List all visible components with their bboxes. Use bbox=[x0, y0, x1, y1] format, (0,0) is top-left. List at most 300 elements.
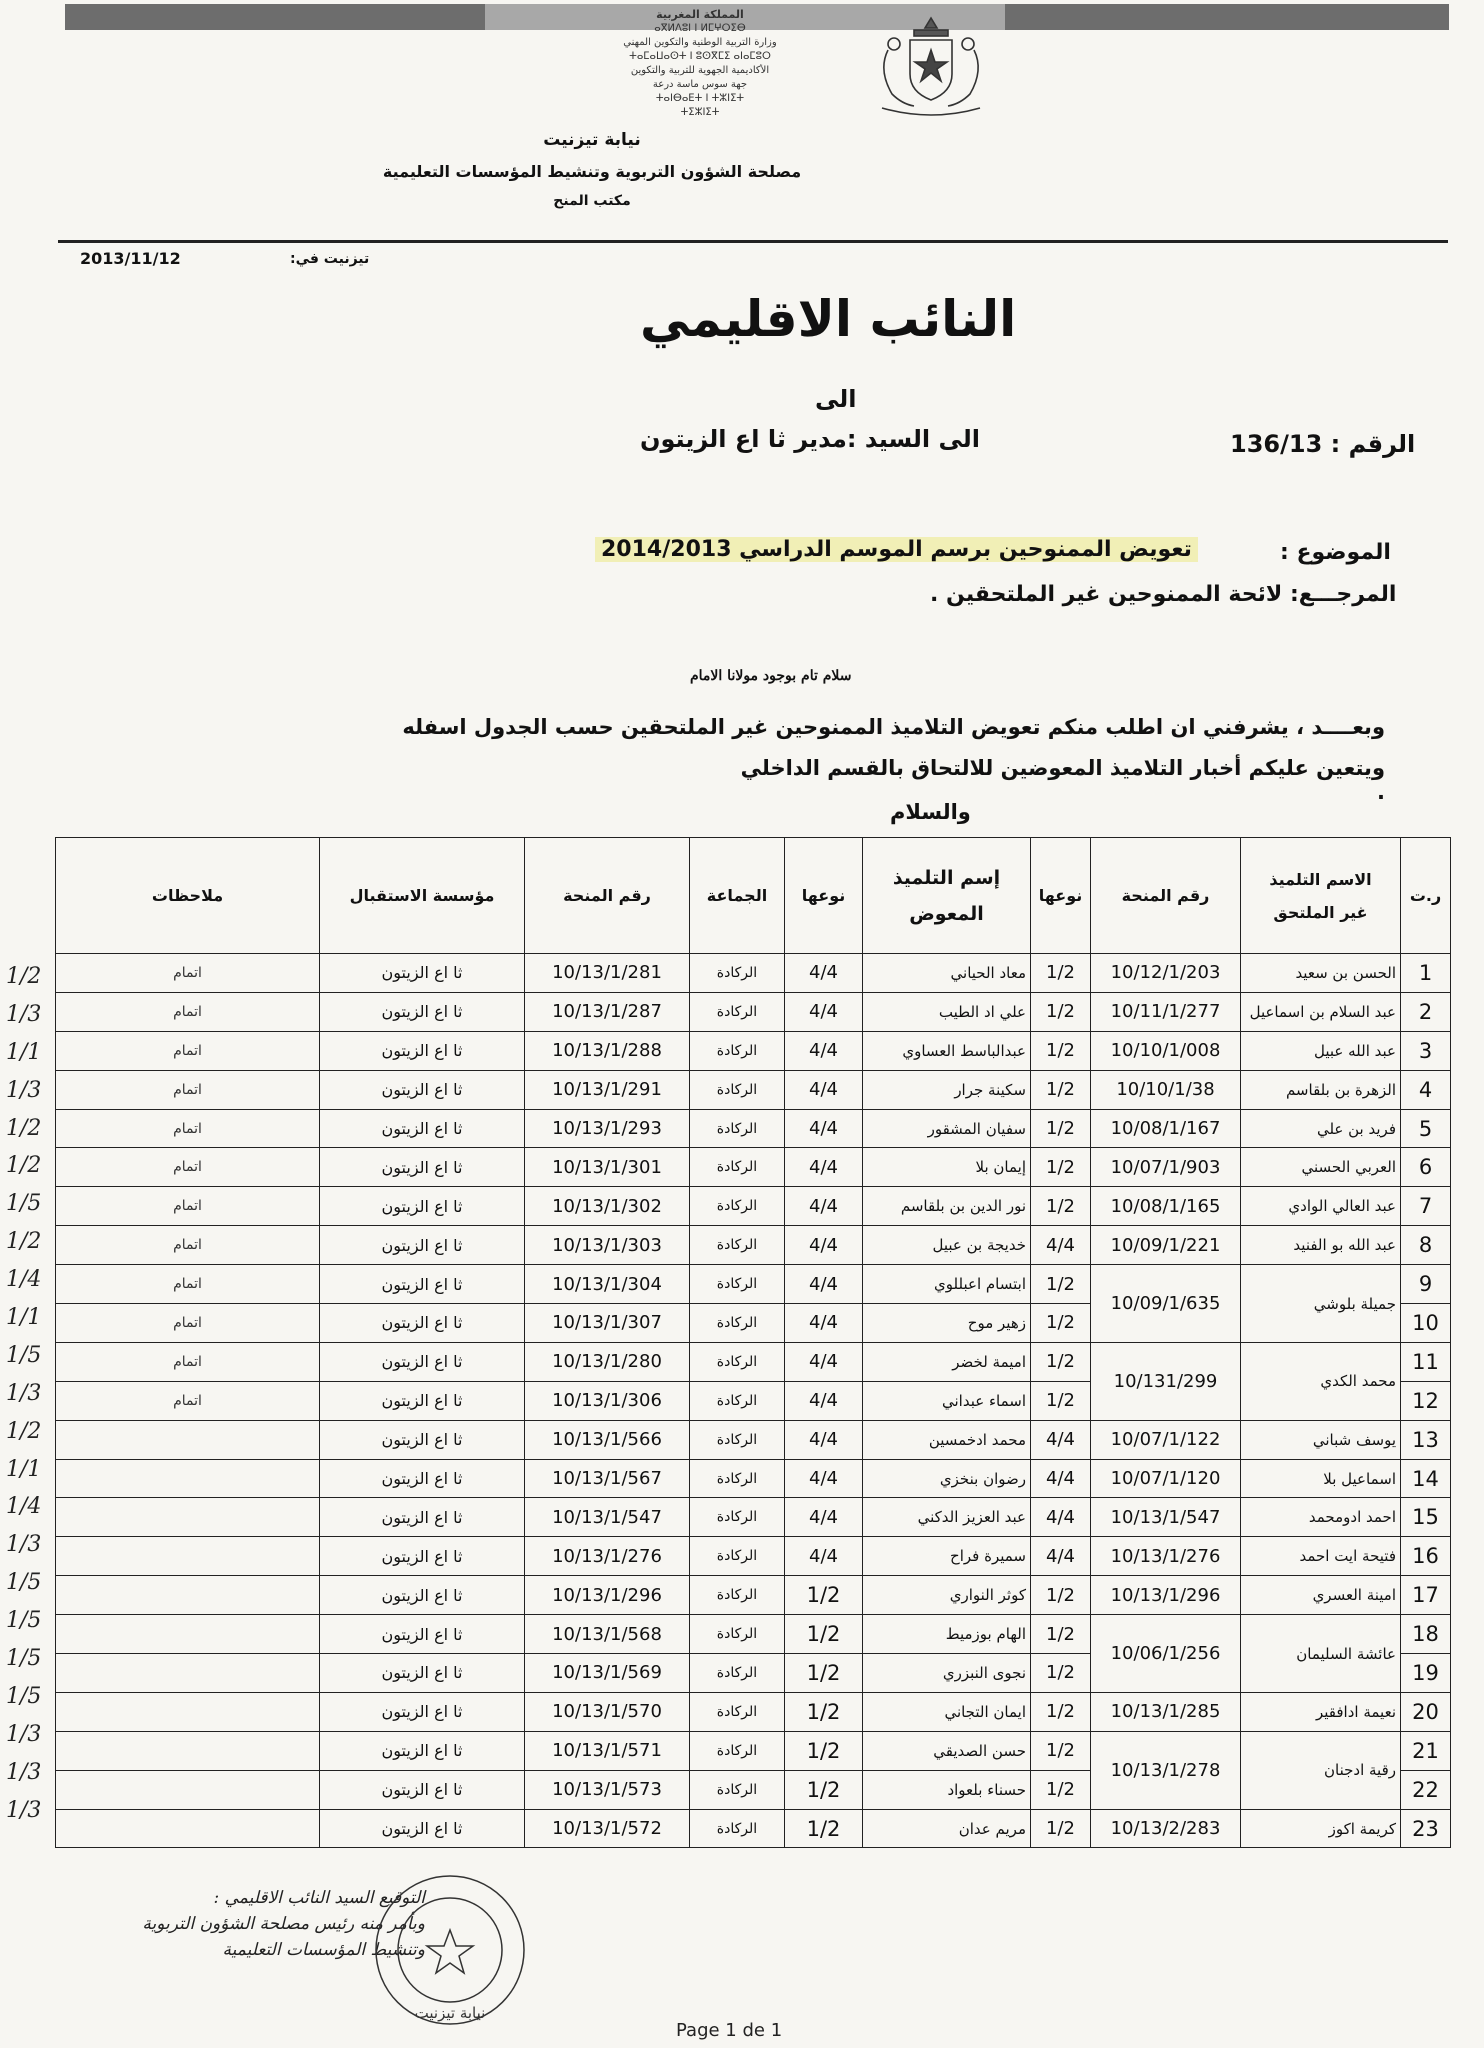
commune: الركادة bbox=[690, 1070, 785, 1109]
handwritten-note: 1/2 bbox=[6, 1153, 42, 1179]
absent-student-name: عائشة السليمان bbox=[1241, 1615, 1401, 1693]
remarks bbox=[56, 1459, 320, 1498]
reference-number: الرقم : 136/13 bbox=[1230, 430, 1416, 458]
absent-student-name: اسماعيل بلا bbox=[1241, 1459, 1401, 1498]
date-value: 2013/11/12 bbox=[80, 249, 181, 268]
remarks: اتمام bbox=[56, 992, 320, 1031]
remarks: اتمام bbox=[56, 1342, 320, 1381]
substitute-grant-type: 1/2 bbox=[785, 1615, 863, 1654]
absent-grant-type: 1/2 bbox=[1031, 1148, 1091, 1187]
table-row bbox=[56, 1615, 1451, 1654]
substitute-grant-type: 1/2 bbox=[785, 1692, 863, 1731]
substitute-grant-number: 10/13/1/302 bbox=[525, 1187, 690, 1226]
remarks bbox=[56, 1615, 320, 1654]
absent-grant-number: 10/13/1/276 bbox=[1091, 1537, 1241, 1576]
row-number: 14 bbox=[1401, 1459, 1451, 1498]
handwritten-note: 1/1 bbox=[6, 1305, 42, 1331]
handwritten-note: 1/2 bbox=[6, 1229, 42, 1255]
substitute-grant-type: 4/4 bbox=[785, 1537, 863, 1576]
receiving-institution: ثا اع الزيتون bbox=[320, 1381, 525, 1420]
row-number: 15 bbox=[1401, 1498, 1451, 1537]
commune: الركادة bbox=[690, 1654, 785, 1693]
official-stamp-icon bbox=[370, 1868, 530, 2033]
commune: الركادة bbox=[690, 1031, 785, 1070]
col-absent-grant: رقم المنحة bbox=[1091, 838, 1241, 954]
table-header-row bbox=[56, 838, 1451, 954]
substitute-grant-type: 4/4 bbox=[785, 992, 863, 1031]
letter-title: النائب الاقليمي bbox=[640, 290, 1017, 348]
commune: الركادة bbox=[690, 1226, 785, 1265]
reference-value: لائحة الممنوحين غير الملتحقين . bbox=[930, 582, 1283, 607]
commune: الركادة bbox=[690, 1809, 785, 1848]
absent-grant-type: 4/4 bbox=[1031, 1498, 1091, 1537]
row-number: 23 bbox=[1401, 1809, 1451, 1848]
absent-grant-number: 10/13/1/285 bbox=[1091, 1692, 1241, 1731]
closing: والسلام bbox=[890, 800, 971, 824]
header-line: المملكة المغربية bbox=[656, 8, 744, 21]
col-commune: الجماعة bbox=[690, 838, 785, 954]
commune: الركادة bbox=[690, 1537, 785, 1576]
receiving-institution: ثا اع الزيتون bbox=[320, 1420, 525, 1459]
substitute-grant-number: 10/13/1/306 bbox=[525, 1381, 690, 1420]
absent-grant-number: 10/06/1/256 bbox=[1091, 1615, 1241, 1693]
absent-grant-type: 1/2 bbox=[1031, 1031, 1091, 1070]
row-number: 16 bbox=[1401, 1537, 1451, 1576]
row-number: 13 bbox=[1401, 1420, 1451, 1459]
substitute-grant-number: 10/13/1/573 bbox=[525, 1770, 690, 1809]
absent-student-name: عبد السلام بن اسماعيل bbox=[1241, 992, 1401, 1031]
table-row bbox=[56, 1692, 1451, 1731]
substitute-grant-type: 1/2 bbox=[785, 1731, 863, 1770]
handwritten-note: 1/5 bbox=[6, 1570, 42, 1596]
substitute-grant-number: 10/13/1/571 bbox=[525, 1731, 690, 1770]
signature-line-3: وتنشيط المؤسسات التعليمية bbox=[222, 1940, 425, 1960]
handwritten-note: 1/3 bbox=[6, 1077, 42, 1103]
col-remarks: ملاحظات bbox=[56, 838, 320, 954]
absent-grant-number: 10/07/1/122 bbox=[1091, 1420, 1241, 1459]
remarks: اتمام bbox=[56, 1265, 320, 1304]
substitute-grant-type: 4/4 bbox=[785, 1109, 863, 1148]
absent-student-name: عبد العالي الوادي bbox=[1241, 1187, 1401, 1226]
receiving-institution: ثا اع الزيتون bbox=[320, 1615, 525, 1654]
greeting: سلام تام بوجود مولانا الامام bbox=[690, 668, 852, 684]
signature-line-1: التوقيع السيد النائب الاقليمي : bbox=[213, 1888, 425, 1908]
remarks bbox=[56, 1420, 320, 1459]
row-number: 4 bbox=[1401, 1070, 1451, 1109]
header-divider bbox=[58, 240, 1448, 243]
receiving-institution: ثا اع الزيتون bbox=[320, 1459, 525, 1498]
commune: الركادة bbox=[690, 1576, 785, 1615]
receiving-institution: ثا اع الزيتون bbox=[320, 992, 525, 1031]
row-number: 18 bbox=[1401, 1615, 1451, 1654]
handwritten-note: 1/4 bbox=[6, 1494, 42, 1520]
to-line: الى bbox=[815, 385, 857, 413]
absent-student-name: يوسف شباني bbox=[1241, 1420, 1401, 1459]
handwritten-note: 1/3 bbox=[6, 1001, 42, 1027]
substitute-grant-number: 10/13/1/296 bbox=[525, 1576, 690, 1615]
table-row bbox=[56, 1070, 1451, 1109]
absent-grant-type: 1/2 bbox=[1031, 1692, 1091, 1731]
substitute-student-name: عبد العزيز الدكني bbox=[863, 1498, 1031, 1537]
absent-grant-number: 10/11/1/277 bbox=[1091, 992, 1241, 1031]
commune: الركادة bbox=[690, 1459, 785, 1498]
handwritten-note: 1/3 bbox=[6, 1759, 42, 1785]
row-number: 11 bbox=[1401, 1342, 1451, 1381]
substitute-student-name: ايمان التجاني bbox=[863, 1692, 1031, 1731]
substitute-grant-number: 10/13/1/547 bbox=[525, 1498, 690, 1537]
header-line: ⵜⵉⵣⵏⵉⵜ bbox=[680, 107, 720, 118]
substitute-grant-type: 4/4 bbox=[785, 1420, 863, 1459]
remarks bbox=[56, 1576, 320, 1615]
substitute-grant-number: 10/13/1/572 bbox=[525, 1809, 690, 1848]
row-number: 19 bbox=[1401, 1654, 1451, 1693]
col-absent-type: نوعها bbox=[1031, 838, 1091, 954]
header-line: ⵜⴰⵎⴰⵡⴰⵙⵜ ⵏ ⵓⵙⴳⵎⵉ ⴰⵏⴰⵎⵓⵔ bbox=[629, 51, 771, 62]
substitute-student-name: حسن الصديقي bbox=[863, 1731, 1031, 1770]
remarks: اتمام bbox=[56, 1187, 320, 1226]
stamp-text: نيابة تيزنيت bbox=[414, 2004, 486, 2022]
table-row bbox=[56, 1031, 1451, 1070]
receiving-institution: ثا اع الزيتون bbox=[320, 1342, 525, 1381]
substitute-student-name: اسماء عبداني bbox=[863, 1381, 1031, 1420]
remarks bbox=[56, 1537, 320, 1576]
row-number: 3 bbox=[1401, 1031, 1451, 1070]
absent-grant-type: 1/2 bbox=[1031, 1070, 1091, 1109]
substitute-student-name: نجوى النبزري bbox=[863, 1654, 1031, 1693]
remarks: اتمام bbox=[56, 1304, 320, 1343]
receiving-institution: ثا اع الزيتون bbox=[320, 1809, 525, 1848]
row-number: 5 bbox=[1401, 1109, 1451, 1148]
substitute-student-name: خديجة بن عبيل bbox=[863, 1226, 1031, 1265]
substitute-student-name: نور الدين بن بلقاسم bbox=[863, 1187, 1031, 1226]
row-number: 9 bbox=[1401, 1265, 1451, 1304]
substitute-student-name: ابتسام اعبللوي bbox=[863, 1265, 1031, 1304]
table-row bbox=[56, 1809, 1451, 1848]
absent-student-name: محمد الكدي bbox=[1241, 1342, 1401, 1420]
absent-grant-type: 1/2 bbox=[1031, 1576, 1091, 1615]
remarks: اتمام bbox=[56, 1148, 320, 1187]
receiving-institution: ثا اع الزيتون bbox=[320, 1731, 525, 1770]
absent-grant-number: 10/07/1/120 bbox=[1091, 1459, 1241, 1498]
remarks bbox=[56, 1498, 320, 1537]
row-number: 12 bbox=[1401, 1381, 1451, 1420]
col-sub-name-line2: المعوض bbox=[909, 902, 984, 925]
absent-student-name: الزهرة بن بلقاسم bbox=[1241, 1070, 1401, 1109]
substitute-student-name: معاد الحياني bbox=[863, 954, 1031, 993]
remarks bbox=[56, 1770, 320, 1809]
table-row bbox=[56, 1576, 1451, 1615]
substitute-grant-type: 4/4 bbox=[785, 1342, 863, 1381]
row-number: 20 bbox=[1401, 1692, 1451, 1731]
absent-student-name: كريمة اكوز bbox=[1241, 1809, 1401, 1848]
absent-grant-type: 1/2 bbox=[1031, 1381, 1091, 1420]
absent-grant-type: 1/2 bbox=[1031, 1809, 1091, 1848]
remarks: اتمام bbox=[56, 1109, 320, 1148]
handwritten-note: 1/5 bbox=[6, 1342, 42, 1368]
row-number: 7 bbox=[1401, 1187, 1451, 1226]
substitute-student-name: سفيان المشقور bbox=[863, 1109, 1031, 1148]
absent-student-name: امينة العسري bbox=[1241, 1576, 1401, 1615]
date-label: تيزنيت في: bbox=[290, 251, 370, 267]
handwritten-note: 1/5 bbox=[6, 1191, 42, 1217]
substitute-student-name: رضوان بنخزي bbox=[863, 1459, 1031, 1498]
absent-student-name: فريد بن علي bbox=[1241, 1109, 1401, 1148]
row-number: 1 bbox=[1401, 954, 1451, 993]
remarks bbox=[56, 1731, 320, 1770]
substitute-grant-number: 10/13/1/280 bbox=[525, 1342, 690, 1381]
receiving-institution: ثا اع الزيتون bbox=[320, 1576, 525, 1615]
substitute-grant-number: 10/13/1/304 bbox=[525, 1265, 690, 1304]
ministry-header bbox=[540, 8, 860, 120]
absent-grant-type: 4/4 bbox=[1031, 1226, 1091, 1265]
substitute-student-name: زهير موح bbox=[863, 1304, 1031, 1343]
absent-student-name: عبد الله بو الفنيد bbox=[1241, 1226, 1401, 1265]
receiving-institution: ثا اع الزيتون bbox=[320, 1226, 525, 1265]
receiving-institution: ثا اع الزيتون bbox=[320, 1070, 525, 1109]
absent-student-name: العربي الحسني bbox=[1241, 1148, 1401, 1187]
substitute-grant-type: 1/2 bbox=[785, 1654, 863, 1693]
table-row bbox=[56, 1109, 1451, 1148]
absent-grant-type: 1/2 bbox=[1031, 1109, 1091, 1148]
subject-value: تعويض الممنوحين برسم الموسم الدراسي 2014/2013 bbox=[595, 537, 1198, 562]
reference-label: المرجـــع: bbox=[1290, 582, 1397, 607]
substitute-grant-number: 10/13/1/288 bbox=[525, 1031, 690, 1070]
substitute-grant-type: 4/4 bbox=[785, 1187, 863, 1226]
substitute-grant-number: 10/13/1/566 bbox=[525, 1420, 690, 1459]
absent-grant-type: 4/4 bbox=[1031, 1537, 1091, 1576]
substitute-student-name: مريم عدان bbox=[863, 1809, 1031, 1848]
substitute-grant-type: 1/2 bbox=[785, 1770, 863, 1809]
substitute-grant-type: 4/4 bbox=[785, 1226, 863, 1265]
substitute-grant-type: 4/4 bbox=[785, 1070, 863, 1109]
receiving-institution: ثا اع الزيتون bbox=[320, 1770, 525, 1809]
receiving-institution: ثا اع الزيتون bbox=[320, 1187, 525, 1226]
commune: الركادة bbox=[690, 1692, 785, 1731]
commune: الركادة bbox=[690, 1381, 785, 1420]
royal-emblem-icon bbox=[870, 10, 992, 118]
absent-grant-number: 10/12/1/203 bbox=[1091, 954, 1241, 993]
receiving-institution: ثا اع الزيتون bbox=[320, 1109, 525, 1148]
substitute-student-name: الهام بوزميط bbox=[863, 1615, 1031, 1654]
handwritten-note: 1/2 bbox=[6, 964, 42, 989]
commune: الركادة bbox=[690, 1148, 785, 1187]
replacement-table bbox=[55, 837, 1451, 1848]
receiving-institution: ثا اع الزيتون bbox=[320, 1148, 525, 1187]
substitute-student-name: علي اد الطيب bbox=[863, 992, 1031, 1031]
absent-grant-type: 1/2 bbox=[1031, 1654, 1091, 1693]
absent-grant-number: 10/09/1/221 bbox=[1091, 1226, 1241, 1265]
signature-line-2: وبأمر منه رئيس مصلحة الشؤون التربوية bbox=[142, 1914, 425, 1934]
office-name: نيابة تيزنيت bbox=[543, 130, 641, 150]
table-row bbox=[56, 1731, 1451, 1770]
commune: الركادة bbox=[690, 1731, 785, 1770]
substitute-grant-number: 10/13/1/567 bbox=[525, 1459, 690, 1498]
office-block bbox=[0, 130, 1334, 209]
absent-student-name: احمد ادومحمد bbox=[1241, 1498, 1401, 1537]
substitute-grant-number: 10/13/1/291 bbox=[525, 1070, 690, 1109]
remarks: اتمام bbox=[56, 1070, 320, 1109]
row-number: 10 bbox=[1401, 1304, 1451, 1343]
office-service: مصلحة الشؤون التربوية وتنشيط المؤسسات التعليمية bbox=[382, 162, 802, 181]
commune: الركادة bbox=[690, 1304, 785, 1343]
handwritten-note: 1/3 bbox=[6, 1797, 42, 1823]
receiving-institution: ثا اع الزيتون bbox=[320, 1031, 525, 1070]
substitute-grant-number: 10/13/1/569 bbox=[525, 1654, 690, 1693]
receiving-institution: ثا اع الزيتون bbox=[320, 1537, 525, 1576]
header-line: ⴰⴳⵍⴷⵓⵏ ⵏ ⵍⵎⵖⵔⵉⴱ bbox=[654, 23, 746, 34]
col-sub-type: نوعها bbox=[785, 838, 863, 954]
handwritten-note: 1/1 bbox=[6, 1039, 42, 1065]
col-absent-name bbox=[1241, 838, 1401, 954]
absent-grant-type: 1/2 bbox=[1031, 1731, 1091, 1770]
substitute-grant-number: 10/13/1/568 bbox=[525, 1615, 690, 1654]
col-absent-name-line1: الاسم التلميذ bbox=[1269, 869, 1372, 889]
absent-grant-type: 1/2 bbox=[1031, 1265, 1091, 1304]
absent-grant-type: 1/2 bbox=[1031, 1342, 1091, 1381]
absent-grant-type: 1/2 bbox=[1031, 1187, 1091, 1226]
absent-grant-number: 10/10/1/38 bbox=[1091, 1070, 1241, 1109]
receiving-institution: ثا اع الزيتون bbox=[320, 1692, 525, 1731]
table-row bbox=[56, 954, 1451, 993]
table-row bbox=[56, 1537, 1451, 1576]
handwritten-note: 1/5 bbox=[6, 1608, 42, 1634]
col-absent-name-line2: غير الملتحق bbox=[1273, 902, 1368, 922]
table-row bbox=[56, 1342, 1451, 1381]
header-line: ⵜⴰⵏⴱⴰⴹⵜ ⵏ ⵜⵣⵏⵉⵜ bbox=[655, 93, 745, 104]
header-line: الأكاديمية الجهوية للتربية والتكوين bbox=[630, 65, 770, 76]
receiving-institution: ثا اع الزيتون bbox=[320, 1654, 525, 1693]
absent-grant-number: 10/07/1/903 bbox=[1091, 1148, 1241, 1187]
substitute-student-name: سميرة فراح bbox=[863, 1537, 1031, 1576]
table-row bbox=[56, 1226, 1451, 1265]
absent-grant-number: 10/131/299 bbox=[1091, 1342, 1241, 1420]
absent-grant-type: 1/2 bbox=[1031, 1770, 1091, 1809]
table-row bbox=[56, 1459, 1451, 1498]
col-sub-name-line1: إسم التلميذ bbox=[892, 866, 1001, 889]
receiving-institution: ثا اع الزيتون bbox=[320, 1265, 525, 1304]
receiving-institution: ثا اع الزيتون bbox=[320, 954, 525, 993]
substitute-grant-number: 10/13/1/276 bbox=[525, 1537, 690, 1576]
row-number: 22 bbox=[1401, 1770, 1451, 1809]
header-line: جهة سوس ماسة درعة bbox=[652, 79, 748, 90]
subject-label: الموضوع : bbox=[1280, 540, 1391, 565]
commune: الركادة bbox=[690, 1498, 785, 1537]
row-number: 21 bbox=[1401, 1731, 1451, 1770]
commune: الركادة bbox=[690, 954, 785, 993]
table-row bbox=[56, 1187, 1451, 1226]
substitute-grant-number: 10/13/1/293 bbox=[525, 1109, 690, 1148]
substitute-student-name: عبدالباسط العساوي bbox=[863, 1031, 1031, 1070]
col-sub-name bbox=[863, 838, 1031, 954]
row-number: 6 bbox=[1401, 1148, 1451, 1187]
remarks: اتمام bbox=[56, 1031, 320, 1070]
substitute-student-name: إيمان بلا bbox=[863, 1148, 1031, 1187]
absent-grant-number: 10/09/1/635 bbox=[1091, 1265, 1241, 1343]
absent-grant-type: 4/4 bbox=[1031, 1459, 1091, 1498]
page-number: Page 1 de 1 bbox=[676, 2020, 783, 2041]
absent-grant-number: 10/13/1/278 bbox=[1091, 1731, 1241, 1809]
substitute-grant-number: 10/13/1/287 bbox=[525, 992, 690, 1031]
substitute-grant-type: 4/4 bbox=[785, 1381, 863, 1420]
remarks bbox=[56, 1692, 320, 1731]
absent-grant-type: 4/4 bbox=[1031, 1420, 1091, 1459]
absent-student-name: جميلة بلوشي bbox=[1241, 1265, 1401, 1343]
body-line-2: ويتعين عليكم أخبار التلاميذ المعوضين للالتحاق بالقسم الداخلي . bbox=[740, 756, 1385, 804]
handwritten-note: 1/3 bbox=[6, 1721, 42, 1747]
commune: الركادة bbox=[690, 1615, 785, 1654]
commune: الركادة bbox=[690, 1342, 785, 1381]
commune: الركادة bbox=[690, 1187, 785, 1226]
substitute-grant-type: 4/4 bbox=[785, 1265, 863, 1304]
remarks bbox=[56, 1654, 320, 1693]
substitute-student-name: سكينة جرار bbox=[863, 1070, 1031, 1109]
substitute-grant-number: 10/13/1/301 bbox=[525, 1148, 690, 1187]
receiving-institution: ثا اع الزيتون bbox=[320, 1498, 525, 1537]
substitute-grant-type: 4/4 bbox=[785, 1498, 863, 1537]
commune: الركادة bbox=[690, 1109, 785, 1148]
absent-student-name: نعيمة ادافقير bbox=[1241, 1692, 1401, 1731]
handwritten-note: 1/5 bbox=[6, 1646, 42, 1672]
handwritten-note: 1/2 bbox=[6, 1115, 42, 1141]
handwritten-note: 1/2 bbox=[6, 1418, 42, 1444]
substitute-student-name: اميمة لخضر bbox=[863, 1342, 1031, 1381]
substitute-grant-number: 10/13/1/570 bbox=[525, 1692, 690, 1731]
absent-grant-type: 1/2 bbox=[1031, 992, 1091, 1031]
body-line-1: وبعــــد ، يشرفني ان اطلب منكم تعويض التلاميذ الممنوحين غير الملتحقين حسب الجدول اسفله bbox=[402, 715, 1385, 739]
handwritten-note: 1/1 bbox=[6, 1456, 42, 1482]
table-row bbox=[56, 1148, 1451, 1187]
substitute-grant-number: 10/13/1/303 bbox=[525, 1226, 690, 1265]
header-line: وزارة التربية الوطنية والتكوين المهني bbox=[623, 37, 777, 48]
absent-grant-number: 10/13/2/283 bbox=[1091, 1809, 1241, 1848]
substitute-grant-type: 4/4 bbox=[785, 1304, 863, 1343]
commune: الركادة bbox=[690, 1770, 785, 1809]
substitute-grant-type: 1/2 bbox=[785, 1809, 863, 1848]
substitute-grant-type: 1/2 bbox=[785, 1576, 863, 1615]
remarks: اتمام bbox=[56, 954, 320, 993]
substitute-grant-number: 10/13/1/307 bbox=[525, 1304, 690, 1343]
row-number: 17 bbox=[1401, 1576, 1451, 1615]
absent-student-name: رقية ادجنان bbox=[1241, 1731, 1401, 1809]
office-desk: مكتب المنح bbox=[553, 193, 631, 209]
commune: الركادة bbox=[690, 992, 785, 1031]
col-num: ر.ت bbox=[1401, 838, 1451, 954]
handwritten-note: 1/5 bbox=[6, 1683, 42, 1709]
absent-grant-number: 10/13/1/547 bbox=[1091, 1498, 1241, 1537]
substitute-grant-number: 10/13/1/281 bbox=[525, 954, 690, 993]
table-row bbox=[56, 1498, 1451, 1537]
handwritten-note: 1/3 bbox=[6, 1380, 42, 1406]
handwritten-notes bbox=[0, 958, 55, 1829]
substitute-grant-type: 4/4 bbox=[785, 1031, 863, 1070]
row-number: 8 bbox=[1401, 1226, 1451, 1265]
absent-grant-number: 10/10/1/008 bbox=[1091, 1031, 1241, 1070]
remarks: اتمام bbox=[56, 1381, 320, 1420]
col-institution: مؤسسة الاستقبال bbox=[320, 838, 525, 954]
absent-student-name: عبد الله عبيل bbox=[1241, 1031, 1401, 1070]
table-row bbox=[56, 1265, 1451, 1304]
substitute-student-name: حسناء بلعواد bbox=[863, 1770, 1031, 1809]
substitute-student-name: محمد ادخمسين bbox=[863, 1420, 1031, 1459]
handwritten-note: 1/3 bbox=[6, 1532, 42, 1558]
substitute-student-name: كوثر النواري bbox=[863, 1576, 1031, 1615]
remarks: اتمام bbox=[56, 1226, 320, 1265]
absent-student-name: الحسن بن سعيد bbox=[1241, 954, 1401, 993]
table-row bbox=[56, 1420, 1451, 1459]
commune: الركادة bbox=[690, 1420, 785, 1459]
row-number: 2 bbox=[1401, 992, 1451, 1031]
commune: الركادة bbox=[690, 1265, 785, 1304]
